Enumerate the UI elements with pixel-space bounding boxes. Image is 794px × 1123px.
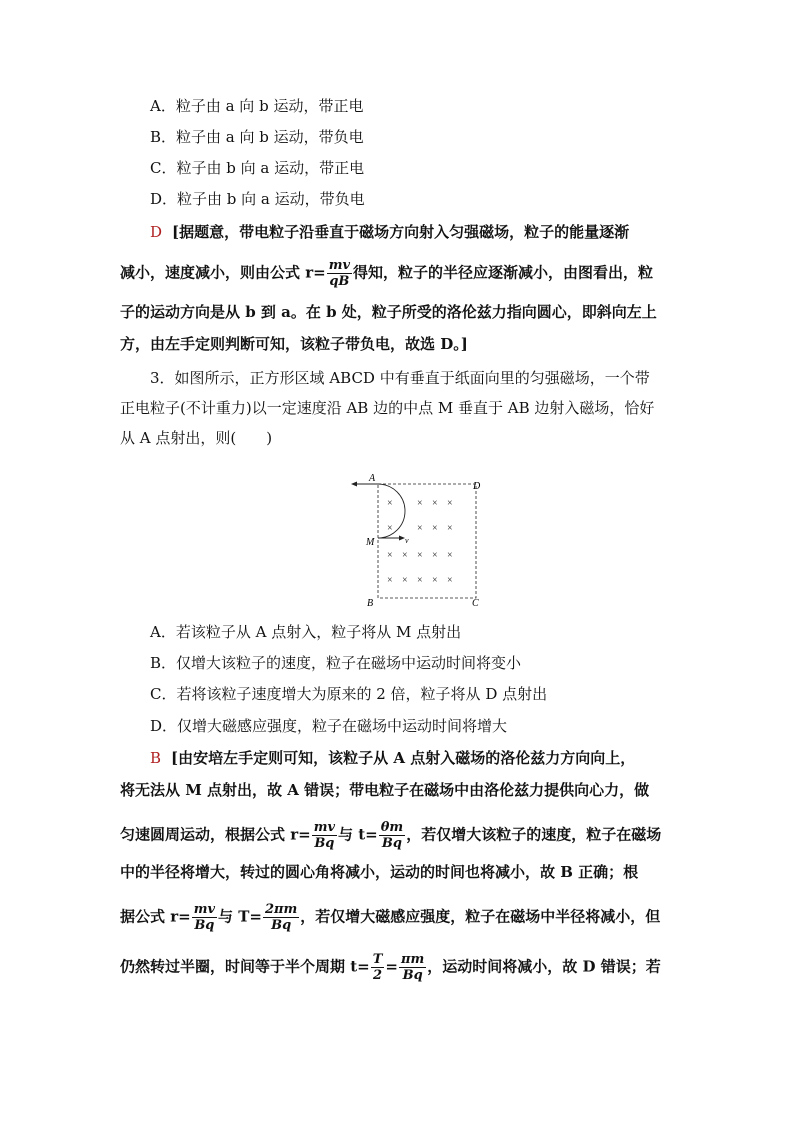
field-cross: × — [417, 575, 423, 586]
field-cross: × — [387, 523, 393, 534]
q3-exp-text-3a: 匀速圆周运动，根据公式 r= — [120, 825, 311, 844]
fraction-numerator: πm — [401, 952, 425, 967]
q2-answer-letter: D — [150, 223, 163, 241]
fraction-numerator: mv — [193, 902, 216, 917]
corner-label-d: D — [473, 481, 481, 492]
fraction-2pi-m-over-bq — [263, 902, 299, 933]
fraction-denominator: Bq — [194, 918, 215, 933]
fraction-theta-m-over-bq — [379, 820, 405, 851]
field-cross: × — [432, 498, 438, 509]
q3-explanation-line-1 — [150, 748, 635, 768]
field-cross: × — [447, 575, 453, 586]
fraction-denominator: Bq — [402, 968, 423, 983]
q3-exp-text-3b: ，若仅增大该粒子的速度，粒子在磁场 — [406, 825, 662, 844]
field-cross: × — [432, 523, 438, 534]
field-cross: × — [402, 550, 408, 561]
field-cross: × — [417, 498, 423, 509]
fraction-mv-over-qb — [327, 258, 352, 289]
fraction-t-over-2 — [371, 952, 385, 983]
fraction-denominator: Bq — [271, 918, 292, 933]
point-label-m: M — [366, 537, 375, 548]
equals-sign: = — [385, 957, 398, 976]
q3-explanation-line-3 — [120, 820, 661, 851]
q3-answer-letter: B — [150, 749, 162, 767]
q3-exp-text-6a: 仍然转过半圈，时间等于半个周期 t= — [120, 957, 370, 976]
q3-option-d: D．仅增大磁感应强度，粒子在磁场中运动时间将增大 — [150, 717, 508, 735]
q2-explanation-line-2 — [120, 258, 653, 289]
q2-explanation-line-3: 子的运动方向是从 b 到 a。在 b 处，粒子所受的洛伦兹力指向圆心，即斜向左上 — [120, 303, 657, 321]
q2-option-c: C．粒子由 b 向 a 运动，带正电 — [150, 159, 365, 177]
corner-label-a: A — [369, 473, 376, 484]
field-cross: × — [432, 550, 438, 561]
fraction-numerator: θm — [380, 820, 404, 835]
fraction-pi-m-over-bq — [399, 952, 426, 983]
q3-option-a: A．若该粒子从 A 点射入，粒子将从 M 点射出 — [150, 623, 462, 641]
q2-exp-text-2a: 减小，速度减小，则由公式 r= — [120, 263, 326, 282]
q3-explanation-line-4: 中的半径将增大，转过的圆心角将减小，运动的时间也将减小，故 B 正确；根 — [120, 863, 639, 881]
field-cross: × — [387, 575, 393, 586]
magnetic-field-crosses — [387, 498, 453, 586]
field-cross: × — [402, 575, 408, 586]
fraction-denominator: Bq — [314, 836, 335, 851]
q3-option-c: C．若将该粒子速度增大为原来的 2 倍，粒子将从 D 点射出 — [150, 685, 548, 703]
fraction-denominator: 2 — [373, 968, 383, 983]
q3-explanation-line-5 — [120, 902, 660, 933]
fraction-numerator: mv — [313, 820, 336, 835]
q3-exp-text-5b: ，若仅增大磁感应强度，粒子在磁场中半径将减小，但 — [300, 907, 661, 926]
fraction-numerator: mv — [328, 258, 351, 273]
q2-exp-text-1: [据题意，带电粒子沿垂直于磁场方向射入匀强磁场，粒子的能量逐渐 — [172, 223, 630, 241]
exit-arrow-head — [351, 482, 357, 487]
q2-explanation-line-1 — [150, 222, 629, 242]
q3-explanation-line-6 — [120, 952, 661, 983]
fraction-numerator: T — [372, 952, 383, 967]
fraction-denominator: qB — [329, 274, 350, 289]
q3-stem-line-3: 从 A 点射出，则( ) — [120, 429, 273, 447]
fraction-numerator: 2πm — [264, 902, 298, 917]
q2-option-a: A．粒子由 a 向 b 运动，带正电 — [150, 97, 364, 115]
field-cross: × — [387, 550, 393, 561]
corner-label-b: B — [367, 598, 374, 609]
field-cross: × — [387, 498, 393, 509]
q2-option-b: B．粒子由 a 向 b 运动，带负电 — [150, 128, 364, 146]
q2-exp-text-2b: 得知，粒子的半径应逐渐减小，由图看出，粒 — [353, 263, 654, 282]
q3-explanation-line-2: 将无法从 M 点射出，故 A 错误；带电粒子在磁场中由洛伦兹力提供向心力，做 — [120, 781, 650, 799]
square-boundary — [378, 484, 476, 598]
q3-stem-line-2: 正电粒子(不计重力)以一定速度沿 AB 边的中点 M 垂直于 AB 边射入磁场，恰好 — [120, 399, 655, 417]
q2-explanation-line-4: 方，由左手定则判断可知，该粒子带负电，故选 D。] — [120, 335, 468, 353]
field-cross: × — [447, 523, 453, 534]
q3-exp-text-6b: ，运动时间将减小，故 D 错误；若 — [427, 957, 661, 976]
corner-label-c: C — [472, 598, 479, 609]
q3-stem-line-1: 3．如图所示，正方形区域 ABCD 中有垂直于纸面向里的匀强磁场，一个带 — [150, 369, 650, 387]
q3-exp-text-3mid: 与 t= — [338, 825, 378, 844]
field-cross: × — [417, 523, 423, 534]
q3-exp-text-5a: 据公式 r= — [120, 907, 191, 926]
fraction-mv-over-bq — [192, 902, 217, 933]
fraction-denominator: Bq — [381, 836, 402, 851]
q3-exp-text-1: [由安培左手定则可知，该粒子从 A 点射入磁场的洛伦兹力方向向上， — [171, 749, 636, 767]
field-cross: × — [447, 498, 453, 509]
field-cross: × — [432, 575, 438, 586]
q3-option-b: B．仅增大该粒子的速度，粒子在磁场中运动时间将变小 — [150, 654, 522, 672]
field-cross: × — [447, 550, 453, 561]
q2-option-d: D．粒子由 b 向 a 运动，带负电 — [150, 190, 365, 208]
fraction-mv-over-bq — [312, 820, 337, 851]
q3-exp-text-5mid: 与 T= — [218, 907, 262, 926]
magnetic-field-square-diagram — [345, 468, 495, 613]
velocity-label-v: v — [405, 536, 409, 545]
field-cross: × — [417, 550, 423, 561]
